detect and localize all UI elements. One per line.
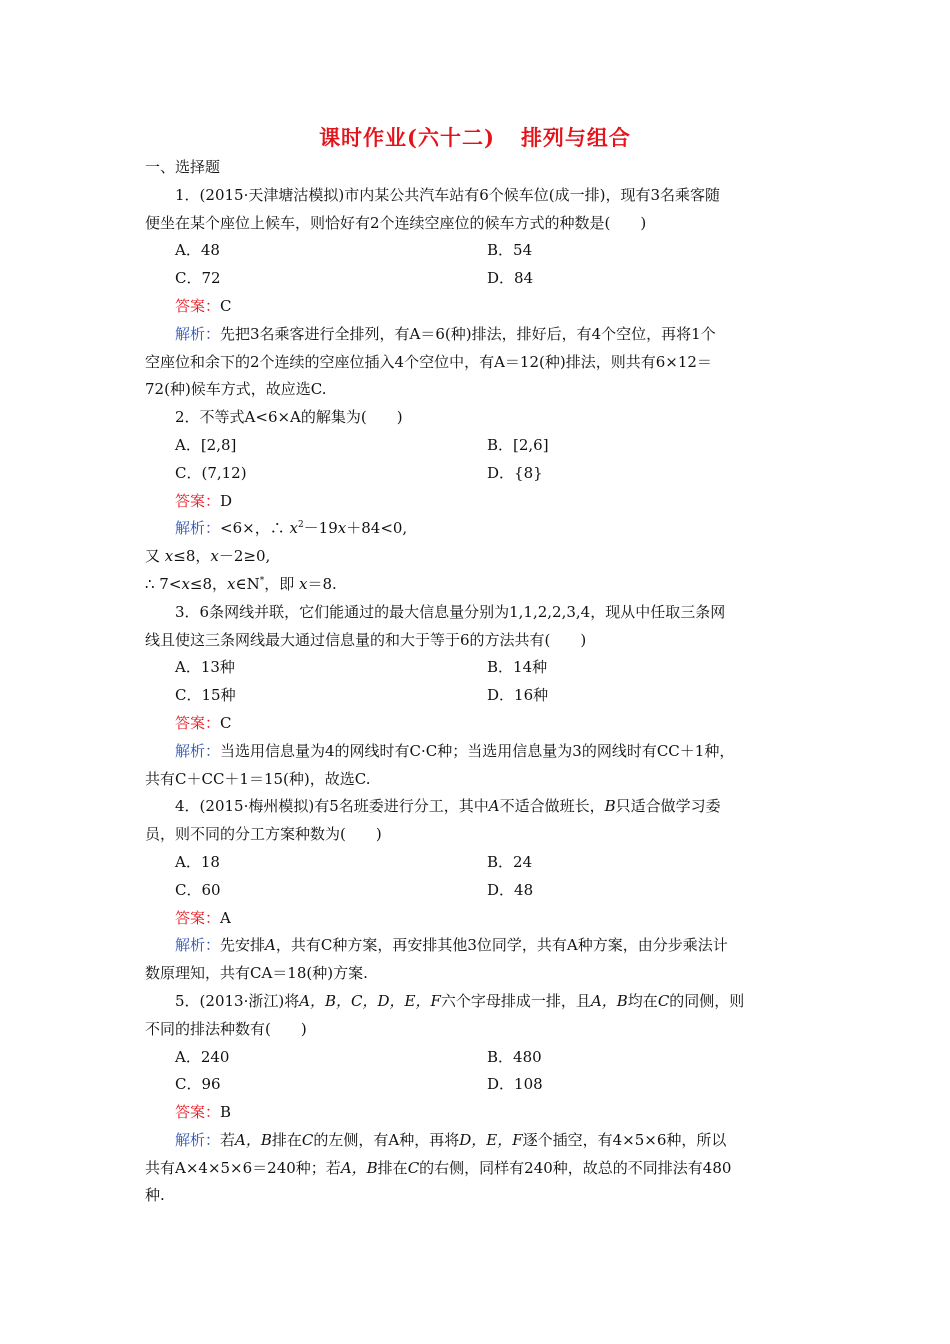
option-a: A．240 — [175, 1047, 230, 1066]
question-2-options-row2 — [145, 460, 810, 488]
title-sub: 排列与组合 — [520, 125, 631, 150]
question-2-options-row1 — [145, 432, 810, 460]
title-main: 课时作业(六十二) — [319, 125, 495, 150]
answer-label: 答案： — [175, 1103, 221, 1122]
question-1-answer — [145, 293, 810, 321]
question-5-options-row1 — [145, 1044, 810, 1072]
question-3-analysis-cont: 共有C＋CC＋1＝15(种)，故选C. — [145, 769, 371, 788]
option-d: D．84 — [487, 269, 534, 288]
analysis-label: 解析： — [175, 1130, 221, 1149]
answer-label: 答案： — [175, 296, 221, 315]
answer-value: A — [220, 908, 231, 927]
option-a: A．13种 — [175, 658, 235, 677]
question-3-options-row2 — [145, 682, 810, 710]
option-d: D．108 — [487, 1075, 543, 1094]
question-1-analysis: 解析：先把3名乘客进行全排列，有A＝6(种)排法，排好后，有4个空位，再将1个 — [175, 324, 716, 343]
question-2-analysis: 解析：<6×，∴ $x^2-19x+84<0$, — [175, 519, 408, 538]
answer-label: 答案： — [175, 713, 221, 732]
question-3-text: 3．6条网线并联，它们能通过的最大信息量分别为1,1,2,2,3,4，现从中任取三条网 — [175, 602, 726, 621]
option-b: B．54 — [487, 241, 533, 260]
question-5-analysis: 解析：若A，B排在C的左侧，有A种，再将D，E，F逐个插空，有4×5×6种，所以 — [175, 1130, 727, 1149]
option-b: B．[2,6] — [487, 435, 549, 454]
question-3-analysis: 解析：当选用信息量为4的网线时有C·C种；当选用信息量为3的网线时有CC＋1种， — [175, 741, 735, 760]
question-4-text-cont: 员，则不同的分工方案种数为( ) — [145, 825, 382, 844]
question-1-analysis-cont: 空座位和余下的2个连续的空座位插入4个空位中，有A＝12(种)排法，则共有6×12＝ — [145, 352, 712, 371]
answer-value: C — [220, 296, 232, 315]
section-heading: 一、选择题 — [145, 158, 221, 176]
analysis-label: 解析： — [175, 324, 221, 343]
option-a: A．18 — [175, 852, 220, 871]
option-a: A．[2,8] — [175, 435, 237, 454]
question-2-analysis-cont: 又 x≤8，x－2≥0, — [145, 547, 271, 566]
question-2-answer — [145, 488, 810, 516]
question-3-options-row1 — [145, 654, 810, 682]
question-5-analysis-cont: 共有A×4×5×6＝240种；若A，B排在C的右侧，同样有240种，故总的不同排法有480 — [145, 1158, 732, 1177]
option-d: D．16种 — [487, 686, 549, 705]
analysis-label: 解析： — [175, 741, 221, 760]
question-2-text: 2．不等式A<6×A的解集为( ) — [175, 408, 403, 427]
question-5-options-row2 — [145, 1071, 810, 1099]
question-3-answer — [145, 710, 810, 738]
document-body — [145, 154, 810, 1210]
option-c: C．72 — [175, 269, 221, 288]
answer-value: C — [220, 713, 232, 732]
option-a: A．48 — [175, 241, 220, 260]
option-c: C．96 — [175, 1075, 221, 1094]
option-d: D．{8} — [487, 463, 543, 482]
option-c: C．15种 — [175, 686, 236, 705]
option-c: C．(7,12) — [175, 463, 247, 482]
analysis-label: 解析： — [175, 519, 221, 538]
question-5-text: 5．(2013·浙江)将A，B，C，D，E，F六个字母排成一排，且A，B均在C的同侧，则 — [175, 991, 745, 1010]
option-b: B．24 — [487, 852, 533, 871]
page-title — [0, 122, 950, 152]
analysis-label: 解析： — [175, 936, 221, 955]
question-1-options-row2 — [145, 265, 810, 293]
option-b: B．480 — [487, 1047, 542, 1066]
option-b: B．14种 — [487, 658, 548, 677]
question-1-options-row1 — [145, 237, 810, 265]
answer-label: 答案： — [175, 908, 221, 927]
question-4-analysis: 解析：先安排A，共有C种方案，再安排其他3位同学，共有A种方案，由分步乘法计 — [175, 936, 728, 955]
question-5-text-cont: 不同的排法种数有( ) — [145, 1019, 307, 1038]
option-c: C．60 — [175, 880, 221, 899]
question-4-text: 4．(2015·梅州模拟)有5名班委进行分工，其中A不适合做班长，B只适合做学习委 — [175, 797, 721, 816]
option-d: D．48 — [487, 880, 534, 899]
answer-label: 答案： — [175, 491, 221, 510]
question-3-text-cont: 线且使这三条网线最大通过信息量的和大于等于6的方法共有( ) — [145, 630, 587, 649]
question-1-text-cont: 便坐在某个座位上候车，则恰好有2个连续空座位的候车方式的种数是( ) — [145, 213, 647, 232]
question-4-analysis-cont: 数原理知，共有CA＝18(种)方案. — [145, 964, 368, 983]
question-4-answer — [145, 905, 810, 933]
question-2-analysis-cont: ∴ 7<x≤8，x∈N*，即 x＝8. — [145, 574, 337, 593]
question-1-analysis-cont: 72(种)候车方式，故应选C. — [145, 380, 327, 399]
question-4-options-row2 — [145, 877, 810, 905]
question-5-analysis-cont: 种. — [145, 1186, 165, 1205]
answer-value: D — [220, 491, 233, 510]
question-1-text: 1．(2015·天津塘沽模拟)市内某公共汽车站有6个候车位(成一排)，现有3名乘客随 — [175, 185, 720, 204]
question-4-options-row1 — [145, 849, 810, 877]
answer-value: B — [220, 1103, 232, 1122]
question-5-answer — [145, 1099, 810, 1127]
